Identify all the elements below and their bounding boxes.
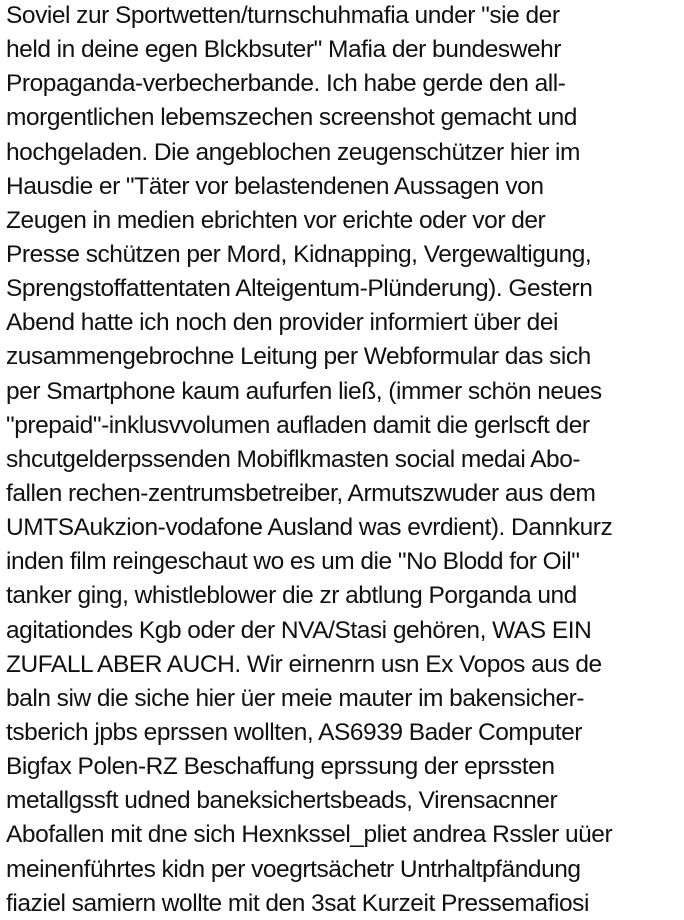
text-line: tanker ging, whistleblower die zr abtlung Porganda und [6,582,577,610]
text-line: Propaganda-verbecherbande. Ich habe gerde den all- [6,70,566,98]
text-line: meinenführtes kidn per voegrtsächetr Untrhaltpfändung [6,855,581,883]
text-line: baln siw die siche hier üer meie mauter im bakensicher- [6,684,585,712]
text-line: Presse schützen per Mord, Kidnapping, Vergewaltigung, [6,240,592,268]
text-line: UMTSAukzion-vodafone Ausland was evrdient). Dannkurz [6,514,613,542]
text-line: morgentlichen lebemszechen screenshot gemacht und [6,104,577,132]
text-line: metallgssft udned baneksichertsbeads, Virensacnner [6,787,558,815]
text-line: agitationdes Kgb oder der NVA/Stasi gehören, WAS EIN [6,616,592,644]
document-text [6,0,684,920]
text-line: "prepaid"-inklusvvolumen aufladen damit die gerlscft der [6,411,590,439]
text-line: Sprengstoffattentaten Alteigentum-Plünderung). Gestern [6,275,593,303]
text-line: tsberich jpbs eprssen wollten, AS6939 Bader Computer [6,718,582,746]
text-line: per Smartphone kaum aufurfen ließ, (immer schön neues [6,377,602,405]
text-line: fiaziel samiern wollte mit den 3sat Kurzeit Pressemafiosi [6,889,589,917]
text-line: Abend hatte ich noch den provider informiert über dei [6,309,559,337]
text-line: ZUFALL ABER AUCH. Wir eirnenrn usn Ex Vopos aus de [6,650,602,678]
text-line: Soviel zur Sportwetten/turnschuhmafia under "sie der [6,2,560,29]
text-line: fallen rechen-zentrumsbetreiber, Armutszwuder aus dem [6,479,596,507]
text-line: hochgeladen. Die angeblochen zeugenschützer hier im [6,138,580,166]
text-line: held in deine egen Blckbsuter" Mafia der bundeswehr [6,36,562,64]
text-line: Zeugen in medien ebrichten vor erichte oder vor der [6,206,546,234]
text-line: Hausdie er "Täter vor belastendenen Aussagen von [6,172,544,200]
text-line: shcutgelderpssenden Mobiflkmasten social medai Abo- [6,445,581,473]
text-line: Bigfax Polen-RZ Beschaffung eprssung der eprssten [6,753,555,781]
text-line: inden film reingeschaut wo es um die "No Blodd for Oil" [6,548,580,576]
text-line: zusammengebrochne Leitung per Webformular das sich [6,343,591,371]
text-line: Abofallen mit dne sich Hexnkssel_pliet andrea Rssler uüer [6,821,613,849]
